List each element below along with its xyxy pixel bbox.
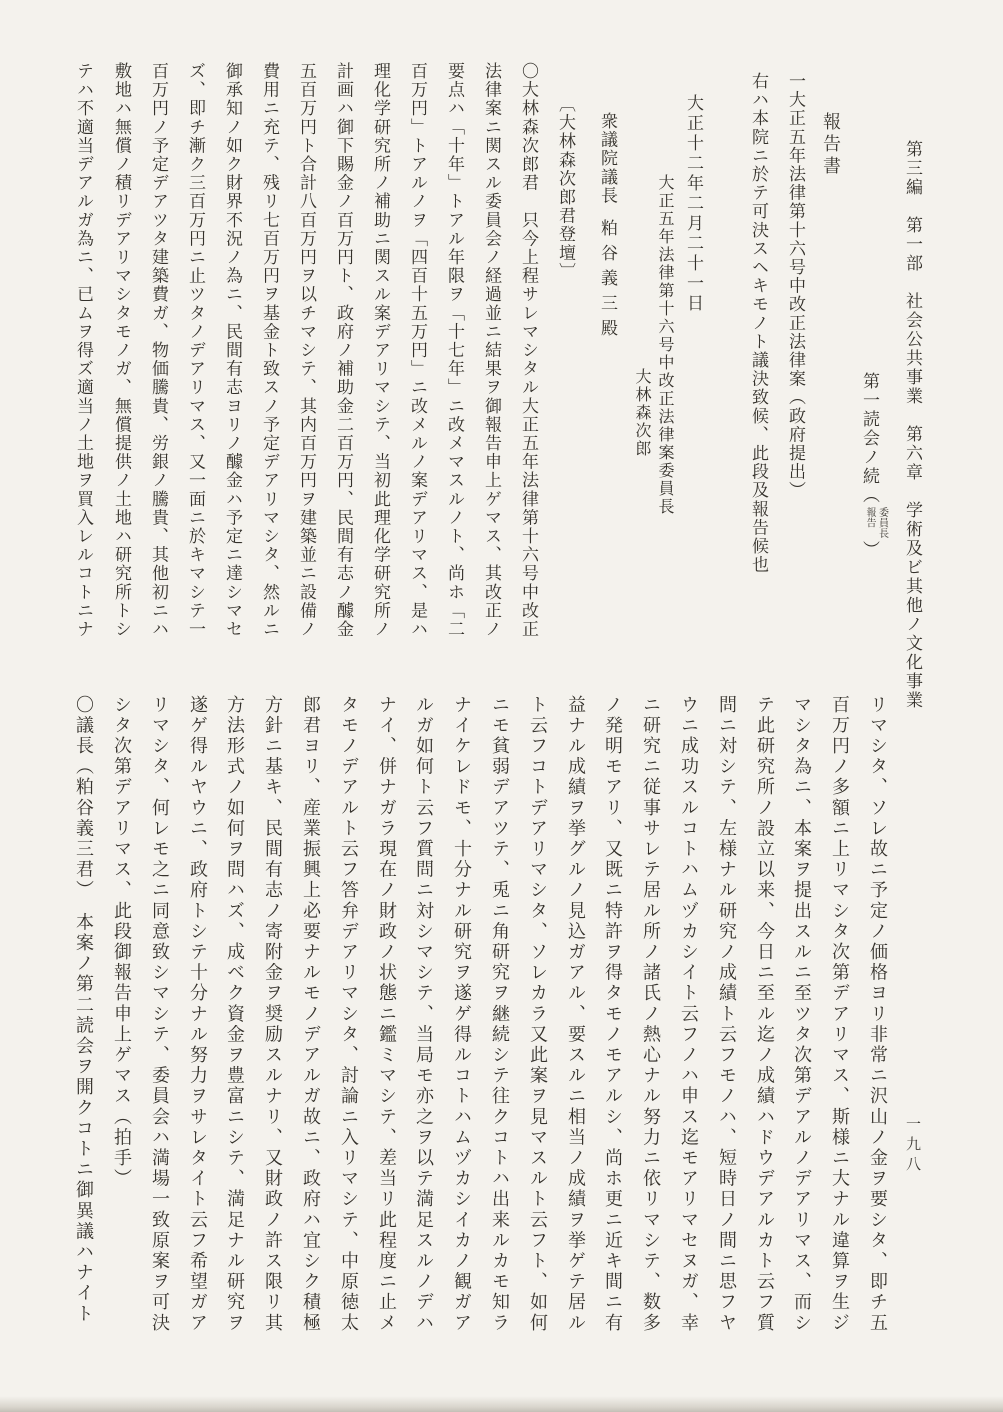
speech-column: 方針ニ基キ、民間有志ノ寄附金ヲ奨励スルナリ、又財政ノ許ス限リ其	[262, 695, 283, 1334]
speech-column: ナイケレドモ、十分ナル研究ヲ遂ゲ得ルコトハムヅカシイカノ観ガア	[451, 695, 472, 1334]
warichu-open-paren: （	[859, 486, 879, 505]
speech-column: 費用ニ充テ、残リ七百万円ヲ基金ト致スノ予定デアリマシタ、然ルニ	[259, 62, 279, 639]
warichu-note	[863, 507, 888, 539]
speech-column: ナイ、併ナガラ現在ノ財政ノ状態ニ鑑ミマシテ、差当リ此程度ニ止メ	[376, 695, 397, 1334]
speech-column: ウニ成功スルコトハムヅカシイト云フノハ申ス迄モアリマセヌガ、幸	[678, 695, 699, 1334]
speech-column: 遂ゲ得ルヤウニ、政府トシテ十分ナル努力ヲサレタイト云フ希望ガア	[187, 695, 208, 1334]
report-title: 報告書	[820, 112, 841, 178]
speech-column: ルガ如何ト云フ質問ニ対シマシテ、当局モ亦之ヲ以テ満足スルノデハ	[413, 695, 434, 1334]
committee-signature: 大林森次郎	[633, 368, 652, 458]
speech-column: タモノデアルト云フ答弁デアリマシタ、討論ニ入リマシテ、中原徳太	[338, 695, 359, 1334]
speech-column: 五百万円ト合計八百万円ヲ以チマシテ、其内百万円ヲ建築並ニ設備ノ	[296, 62, 316, 639]
speech-column: 御承知ノ如ク財界不況ノ為ニ、民間有志ヨリノ醵金ハ予定ニ達シマセ	[222, 62, 242, 639]
speech-column: 郎君ヨリ、産業振興上必要ナルモノデアルガ故ニ、政府ハ宜シク積極	[300, 695, 321, 1334]
speech-column: ニ研究ニ従事サレテ居ル所ノ諸氏ノ熱心ナル努力ニ依リマシテ、数多	[640, 695, 661, 1334]
speech-column: 法律案ニ関スル委員会ノ経過並ニ結果ヲ御報告申上ゲマス、其改正ノ	[481, 62, 501, 639]
date-line: 大正十二年二月二十一日	[683, 94, 703, 314]
speech-column: ノ発明モアリ、又既ニ特許ヲ得タモノモアルシ、尚ホ更ニ近キ間ニ有	[602, 695, 623, 1334]
resolution-line: 右ハ本院ニ於テ可決スヘキモノト議決致候、此段及報告候也	[748, 72, 768, 575]
speech-column: ニモ貧弱デアツテ、兎ニ角研究ヲ継続シテ往クコトハ出来ルカモ知ラ	[489, 695, 510, 1334]
speech-column: シタ次第デアリマス、此段御報告申上ゲマス（拍手）	[111, 695, 132, 1190]
speech-column: テハ不適当デアルガ為ニ、已ムヲ得ズ適当ノ土地ヲ買入レルコトニナ	[73, 62, 93, 639]
addressee-line	[598, 112, 615, 344]
running-head: 第三編 第一部 社会公共事業 第六章 学術及ビ其他ノ文化事業	[902, 140, 922, 710]
warichu-line-2: 報告	[864, 507, 875, 528]
speech-column: 百万円」トアルノヲ「四百十五万円」ニ改メルノ案デアリマス、是ハ	[407, 62, 427, 639]
speech-column: ト云フコトデアリマシタ、ソレカラ又此案ヲ見マスルト云フト、如何	[527, 695, 548, 1334]
speech-column: 益ナル成績ヲ挙グルノ見込ガアル、要スルニ相当ノ成績ヲ挙ゲテ居ル	[565, 695, 586, 1334]
warichu-line-1: 委員長	[876, 507, 888, 539]
addressee-name: 粕谷義三殿	[597, 219, 617, 344]
speech-column: ズ、即チ漸ク三百万円ニ止ツタノデアリマス、又一面ニ於キマシテ一	[185, 62, 205, 639]
speech-column: 百万円ノ予定デアツタ建築費ガ、物価騰貴、労銀ノ騰貴、其他初ニハ	[148, 62, 168, 639]
speech-column: 問ニ対シテ、左様ナル研究ノ成績ト云フモノハ、短時日ノ間ニ思フヤ	[716, 695, 737, 1334]
law-item-line: 一大正五年法律第十六号中改正法律案（政府提出）	[785, 72, 805, 500]
page-bottom-shadow	[0, 1396, 1003, 1412]
page-number: 一九八	[904, 1116, 922, 1176]
speech-column: 要点ハ「十年」トアル年限ヲ「十七年」ニ改メマスルノト、尚ホ「二	[444, 62, 464, 639]
stage-direction: 〔大林森次郎君登壇〕	[555, 95, 575, 281]
speech-column: 敷地ハ無償ノ積リデアリマシタモノガ、無償提供ノ土地ハ研究所トシ	[111, 62, 131, 639]
section-heading-main: 第一読会ノ続	[859, 372, 879, 486]
speech-column: 〇大林森次郎君 只今上程サレマシタル大正五年法律第十六号中改正	[518, 62, 538, 639]
speech-column: マシタ為ニ、本案ヲ提出スルニ至ツタ次第デアルノデアリマス、而シ	[791, 695, 812, 1334]
speech-column: 〇議長（粕谷義三君） 本案ノ第二読会ヲ開クコトニ御異議ハナイト	[73, 695, 94, 1325]
speech-column: リマシタ、何レモ之ニ同意致シマシテ、委員会ハ満場一致原案ヲ可決	[149, 695, 170, 1334]
section-heading	[860, 372, 888, 560]
speech-column: テ此研究所ノ設立以来、今日ニ至ル迄ノ成績ハドウデアルカト云フ質	[754, 695, 775, 1334]
speech-column: 計画ハ御下賜金ノ百万円ト、政府ノ補助金二百万円、民間有志ノ醵金	[333, 62, 353, 639]
speech-column: リマシタ、ソレ故ニ予定ノ価格ヨリ非常ニ沢山ノ金ヲ要シタ、即チ五	[867, 695, 888, 1334]
committee-title-line: 大正五年法律第十六号中改正法律案委員長	[656, 174, 675, 516]
warichu-close-paren: ）	[859, 540, 879, 560]
speech-column: 理化学研究所ノ補助ニ関スル案デアリマシテ、当初此理化学研究所ノ	[370, 62, 390, 639]
speech-column: 百万円ノ多額ニ上リマシタ次第デアリマス、斯様ニ大ナル違算ヲ生ジ	[829, 695, 850, 1334]
addressee-role: 衆議院議長	[597, 112, 617, 205]
speech-column: 方法形式ノ如何ヲ問ハズ、成ベク資金ヲ豊富ニシテ、満足ナル研究ヲ	[224, 695, 245, 1334]
